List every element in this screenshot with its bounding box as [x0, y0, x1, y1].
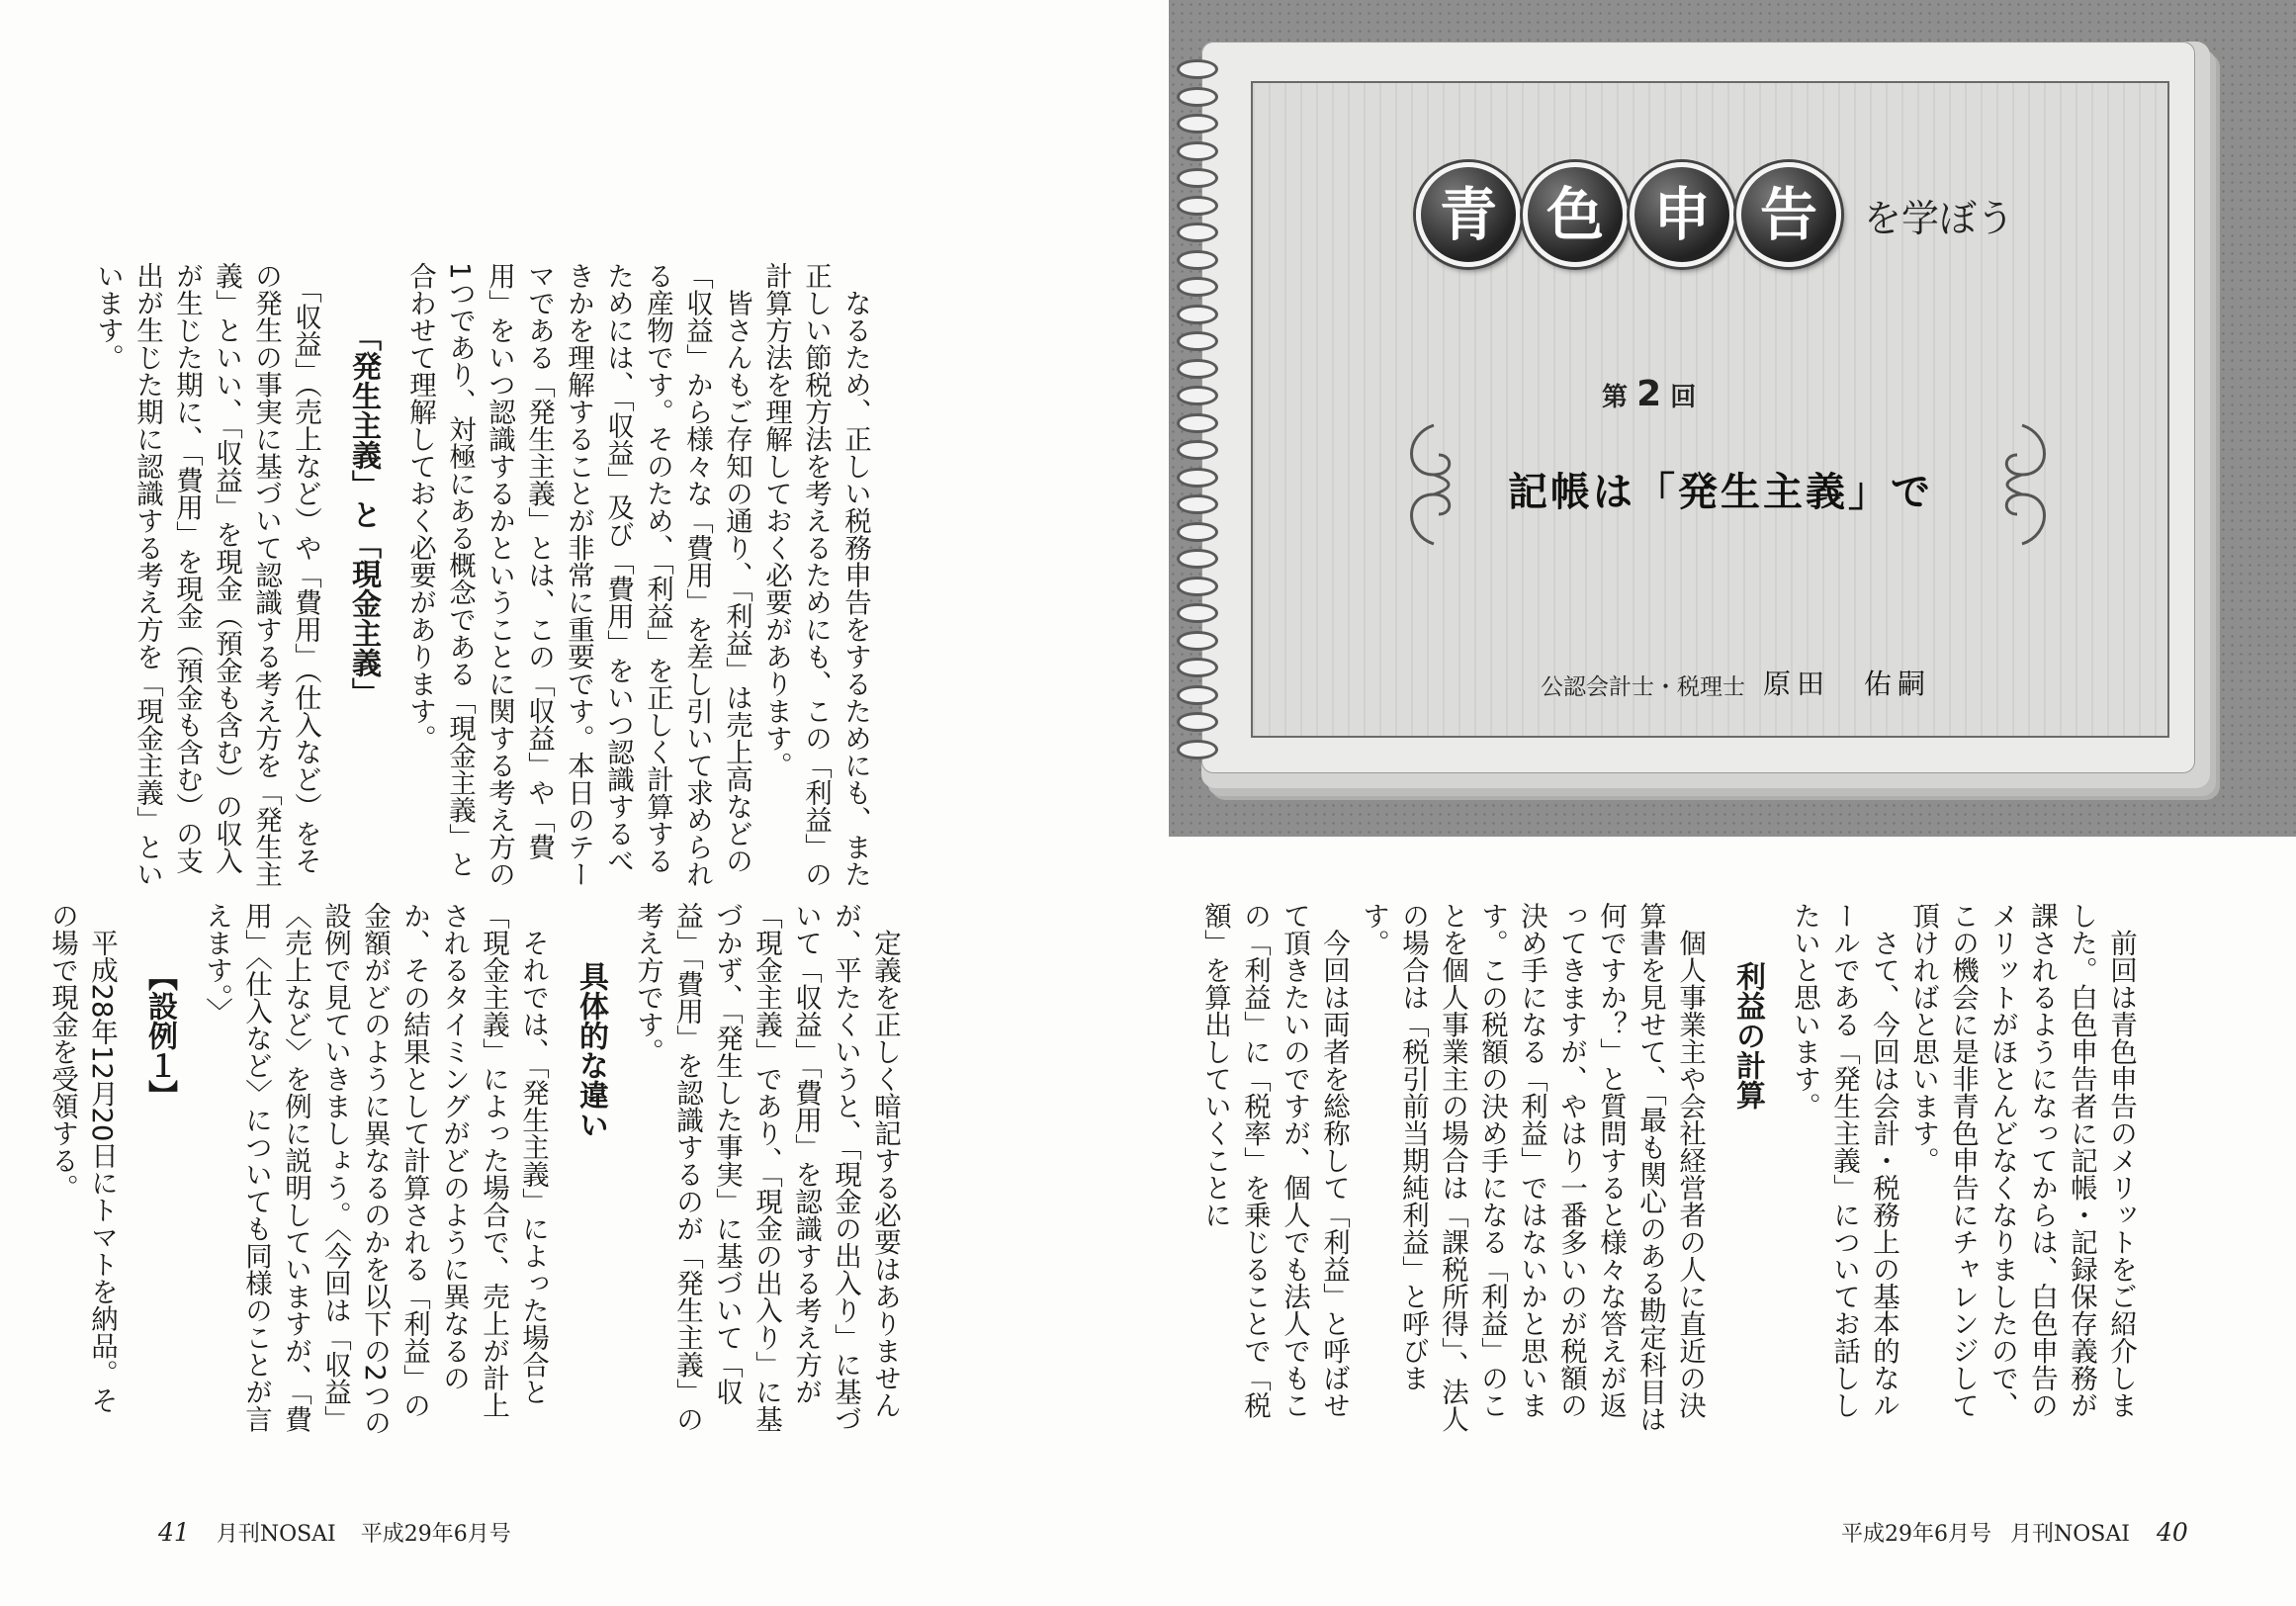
- spiral-ring: [1177, 141, 1218, 161]
- spiral-ring: [1177, 522, 1218, 542]
- issue-suffix: 回: [1670, 383, 1697, 412]
- paragraph: 個人事業主や会社経営者の人に直近の決算書を見せて、「最も関心のある勘定科目は何ですか？」と質問すると様々な答えが返ってきますが、やはり一番多いのが税額の決め手になる「利益」ではないかと思います。この税額の決め手になる「利益」のことを個人事業主の場合は「課税所得」、法人の場合は「税引前当期純利益」と呼びます。: [1358, 902, 1706, 1433]
- spiral-ring: [1177, 305, 1218, 324]
- spiral-binding: [1177, 59, 1216, 771]
- spiral-ring: [1177, 168, 1218, 188]
- title-badge-2: 色: [1523, 162, 1628, 267]
- spiral-ring: [1177, 712, 1218, 732]
- spiral-ring: [1177, 196, 1218, 216]
- spiral-ring: [1177, 223, 1218, 242]
- right-issue: 平成29年6月号: [1841, 1522, 1991, 1547]
- left-footer: [138, 1517, 511, 1548]
- left-upper-text: [92, 262, 875, 895]
- section-heading: 具体的な違い: [574, 961, 608, 1139]
- spiral-ring: [1177, 359, 1218, 379]
- spiral-ring: [1177, 59, 1218, 79]
- issue-prefix: 第: [1602, 383, 1629, 412]
- issue-number: 2: [1636, 374, 1662, 414]
- right-lower-text: [1199, 902, 2141, 1436]
- left-flourish-icon: [1394, 415, 1473, 554]
- article-title: 記帳は「発生主義」で: [1508, 470, 1933, 515]
- right-flourish-icon: [1983, 415, 2062, 554]
- paragraph: 皆さんもご存知の通り、「利益」は売上高などの「収益」から様々な「費用」を差し引いて求められる産物です。そのため、「利益」を正しく計算するためには、「収益」及び「費用」をいつ認識するべきかを理解することが非常に重要です。本日のテーマである「発生主義」とは、この「収益」や「費用」をいつ認識するかということに関する考え方の1つであり、対極にある概念である「現金主義」と合わせて理解しておく必要があります。: [404, 262, 752, 888]
- right-page-number: 40: [2156, 1518, 2188, 1547]
- spiral-ring: [1177, 549, 1218, 569]
- author-role: 公認会計士・税理士: [1541, 674, 1745, 700]
- paragraph: なるため、正しい税務申告をするためにも、また正しい節税方法を考えるためにも、この「利益」の計算方法を理解しておく必要があります。: [760, 262, 871, 888]
- paragraph: 平成28年12月20日にトマトを納品。その場で現金を受領する。: [46, 902, 118, 1414]
- spiral-ring: [1177, 386, 1218, 405]
- series-title-suffix: を学ぼう: [1864, 197, 2015, 240]
- spiral-ring: [1177, 440, 1218, 460]
- author-name: 原田 佑嗣: [1763, 668, 1932, 700]
- spiral-ring: [1177, 413, 1218, 433]
- spiral-ring: [1177, 277, 1218, 297]
- left-issue: 平成29年6月号: [360, 1522, 511, 1547]
- spiral-ring: [1177, 331, 1218, 351]
- spiral-ring: [1177, 658, 1218, 677]
- paragraph: 定義を正しく暗記する必要はありませんが、平たくいうと、「現金の出入り」に基づいて「収益」「費用」を認識する考え方が「現金主義」であり、「現金の出入り」に基づかず、「発生した事実」に基づいて「収益」「費用」を認識するのが「発生主義」の考え方です。: [632, 902, 901, 1433]
- spiral-ring: [1177, 603, 1218, 623]
- paragraph: さて、今回は会計・税務上の基本的なルールである「発生主義」についてお話ししたいと思います。: [1789, 902, 1899, 1419]
- spiral-ring: [1177, 468, 1218, 488]
- paragraph: 前回は青色申告のメリットをご紹介しました。白色申告者に記帳・記録保存義務が課されるようになってからは、白色申告のメリットがほとんどなくなりましたので、この機会に是非青色申告にチャレンジして頂ければと思います。: [1907, 902, 2137, 1419]
- issue-label: [1602, 374, 1696, 414]
- left-page-number: 41: [158, 1518, 190, 1547]
- section-heading: 【設例１】: [142, 961, 177, 1110]
- section-heading: 利益の計算: [1730, 961, 1765, 1110]
- paragraph: それでは、「発生主義」によった場合と「現金主義」によった場合で、売上が計上されるタイミングがどのように異なるのか、その結果として計算される「利益」の金額がどのように異なるのかを以下の2つの設例で見ていきましょう。〈今回は「収益」〈売上など〉を例に説明していますが、「費用」〈仕入など〉についても同様のことが言えます。〉: [201, 902, 549, 1436]
- title-badge-3: 申: [1630, 162, 1734, 267]
- left-lower-text: [46, 902, 905, 1436]
- spiral-ring: [1177, 250, 1218, 270]
- spiral-ring: [1177, 114, 1218, 134]
- section-heading: 「発生主義」と「現金主義」: [346, 321, 381, 707]
- paragraph: 今回は両者を総称して「利益」と呼ばせて頂きたいのですが、個人でも法人でもこの「利益」に「税率」を乗じることで「税額」を算出していくことに: [1199, 902, 1350, 1419]
- left-magazine-name: 月刊NOSAI: [216, 1522, 336, 1547]
- spiral-ring: [1177, 740, 1218, 759]
- spiral-ring: [1177, 685, 1218, 705]
- spiral-ring: [1177, 631, 1218, 651]
- spiral-ring: [1177, 87, 1218, 107]
- right-magazine-name: 月刊NOSAI: [2010, 1522, 2130, 1547]
- spiral-ring: [1177, 577, 1218, 596]
- title-badge-4: 告: [1736, 162, 1841, 267]
- right-footer: [1841, 1517, 2208, 1548]
- title-badge-1: 青: [1416, 162, 1521, 267]
- paragraph: 「収益」（売上など）や「費用」（仕入など）をその発生の事実に基づいて認識する考え方を「発生主義」といい、「収益」を現金（預金も含む）の収入が生じた期に、「費用」を現金（預金も含む）の支出が生じた期に認識する考え方を「現金主義」といいます。: [92, 262, 321, 888]
- spiral-ring: [1177, 494, 1218, 514]
